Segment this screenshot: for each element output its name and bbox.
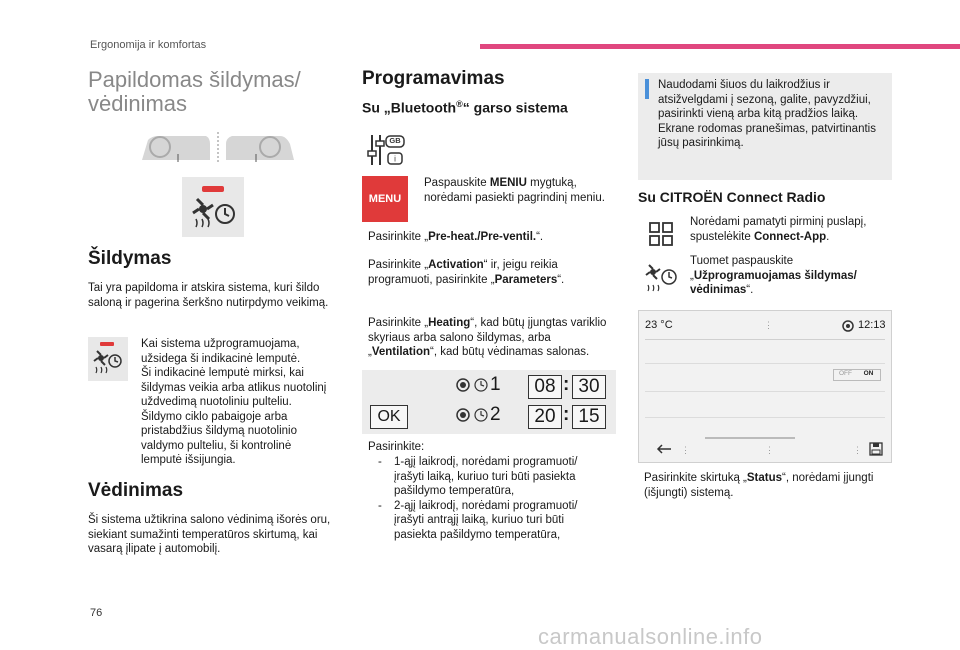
clock-icon: [474, 378, 488, 392]
back-arrow-icon[interactable]: [655, 443, 673, 455]
heater-indicator-icon: [182, 177, 244, 237]
preheat-app-icon: [642, 262, 682, 294]
clock-icon: [474, 408, 488, 422]
indicator-line: Ši indikacinė lemputė mirksi, kai: [141, 367, 304, 379]
radio-selected-icon[interactable]: [456, 378, 470, 392]
toggle-off-label: OFF: [839, 370, 852, 377]
app-grid-icon: [648, 221, 674, 247]
list-item: - 2-ąjį laikrodį, norėdami programuoti/ įrašyti antrąjį laiką, kuriuo turi būti pasiekta pašildymo temperatūra,: [378, 499, 598, 543]
connect-step-connect-app: Norėdami pamatyti pirminį puslapį, spustelėkite Connect-App.: [690, 216, 867, 243]
step-text: Pasirinkite skirtuką „Status“, norėdami įjungti (išjungti) sistemą.: [644, 472, 874, 499]
heater-small-icon: [88, 337, 128, 381]
indicator-line: Kai sistema užprogramuojama,: [141, 338, 300, 350]
heating-heading: Šildymas: [88, 248, 172, 269]
timer-1-label: 1: [490, 374, 501, 395]
time-separator: :: [563, 374, 570, 395]
timer-2-label: 2: [490, 404, 501, 425]
programming-heading: Programavimas: [362, 68, 505, 89]
time-separator: :: [563, 404, 570, 425]
step-select-preheat: [362, 230, 612, 245]
step-text: Pasirinkite „Pre-heat./Pre-ventil.“.: [368, 231, 544, 243]
heating-indicator-text: [141, 337, 356, 468]
ventilation-heading: Vėdinimas: [88, 480, 184, 501]
clock-options-list: [378, 455, 598, 542]
step-select-activation: [362, 258, 612, 287]
info-text: Naudodami šiuos du laikrodžius ir atsižvelgdami į sezoną, galite, pavyzdžiui, pasirinkti vieną arba kitą pradžios laiką. Ekrane rodomas pranešimas, patvirtinantis jūsų pasirinkimą.: [658, 79, 876, 149]
watermark: carmanualsonline.info: [538, 624, 763, 649]
registered-mark: ®: [456, 99, 463, 109]
step-text: Pasirinkite:: [368, 441, 425, 453]
bluetooth-heading: [362, 99, 568, 116]
ok-button[interactable]: OK: [370, 405, 408, 429]
timer-2-hours[interactable]: 20: [528, 405, 562, 429]
indicator-line: užsidega ši indikacinė lemputė.: [141, 352, 301, 365]
bluetooth-heading-text: Su „Bluetooth: [362, 99, 457, 116]
ventilation-text: Ši sistema užtikrina salono vėdinimą išorės oru, siekiant sumažinti temperatūros skirtumą, kai vasarą įlipate į automobilį.: [88, 514, 331, 555]
list-item-text: 2-ąjį laikrodį, norėdami programuoti/ įrašyti antrąjį laiką, kuriuo turi būti pasiekta pašildymo temperatūra,: [394, 499, 578, 541]
timer-2-minutes[interactable]: 15: [572, 405, 606, 429]
touchscreen-display: 23 °C ⋮ 12:13 OFF ON ⋮ ⋮ ⋮: [638, 310, 892, 463]
info-icon: [645, 79, 649, 99]
timer-panel: [362, 370, 616, 434]
indicator-line: valdymo pulteliu, ši kontrolinė: [141, 439, 292, 452]
timer-1-hours[interactable]: 08: [528, 375, 562, 399]
menu-button-icon: MENU: [362, 176, 408, 222]
step-text: Paspauskite MENIU mygtuką, norėdami pasiekti pagrindinį meniu.: [424, 177, 605, 204]
on-off-toggle[interactable]: [833, 369, 881, 381]
connect-radio-heading: Su CITROËN Connect Radio: [638, 189, 826, 205]
save-icon[interactable]: [869, 442, 883, 456]
clock-readout: 12:13: [858, 319, 886, 331]
settings-gear-icon[interactable]: [841, 319, 855, 333]
toggle-on-label: ON: [863, 370, 874, 377]
section-accent-bar: [480, 44, 960, 49]
indicator-line: šildymas veikia arba atlikus nuotolinį: [141, 381, 327, 394]
step-text: Pasirinkite „Heating“, kad būtų įjungtas variklio skyriaus arba salono šildymas, arba „Ventilation“, kad būtų vėdinamas salonas.: [368, 317, 607, 358]
connect-step-preheat: Tuomet paspauskite „Užprogramuojamas šildymas/ vėdinimas“.: [690, 255, 857, 296]
step-select-heating: [362, 316, 616, 360]
list-item-text: 1-ąjį laikrodį, norėdami programuoti/ įrašyti laiką, kuriuo turi būti pasiekta pašildymo temperatūra,: [394, 456, 578, 497]
page-number: 76: [90, 607, 103, 619]
page-title: Papildomas šildymas/ vėdinimas: [88, 67, 301, 116]
indicator-line: uždvedimą nuotoliniu pulteliu.: [141, 396, 292, 408]
temperature-readout: 23 °C: [645, 319, 673, 331]
indicator-line: pristabdžius šildymą nuotolinio: [141, 425, 297, 437]
svg-text:i: i: [394, 154, 396, 164]
radio-selected-icon[interactable]: [456, 408, 470, 422]
timer-1-minutes[interactable]: 30: [572, 375, 606, 399]
bluetooth-heading-tail: “ garso sistema: [462, 99, 568, 116]
step-select-status: [638, 471, 892, 500]
step-press-menu: [418, 176, 608, 205]
indicator-line: lemputė išsijungia.: [141, 454, 236, 466]
gb-label: GB: [389, 136, 401, 145]
list-item: - 1-ąjį laikrodį, norėdami programuoti/ įrašyti laiką, kuriuo turi būti pasiekta pašildymo temperatūra,: [378, 455, 598, 499]
step-text: Pasirinkite „Activation“ ir, jeigu reikia programuoti, pasirinkite „Parameters“.: [368, 259, 565, 286]
step-select-clock: [362, 440, 612, 455]
indicator-line: Šildymo ciklo pabaigoje arba: [141, 410, 288, 423]
heating-intro: Tai yra papildoma ir atskira sistema, kuri šildo saloną ir pagerina šerkšno nutirpdymo veikimą.: [88, 282, 329, 309]
dashboard-steering-illustration: [138, 130, 298, 166]
section-label: Ergonomija ir komfortas: [90, 39, 207, 51]
